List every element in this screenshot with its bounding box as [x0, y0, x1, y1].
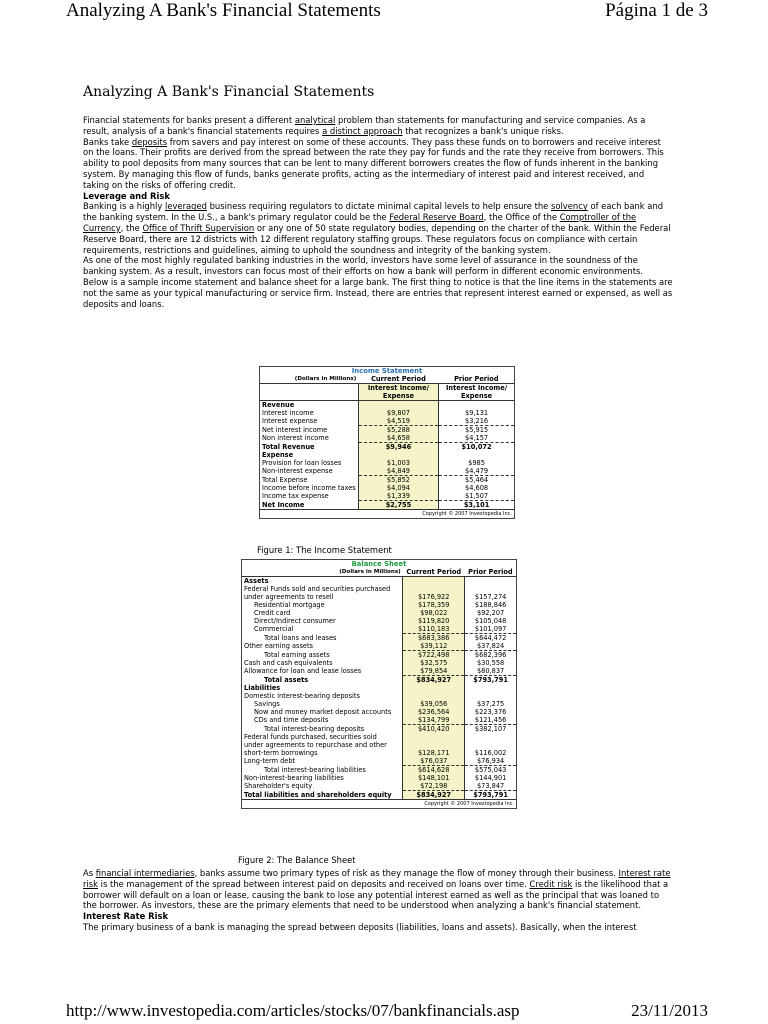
link-federal-reserve-board[interactable]: Federal Reserve Board [389, 212, 484, 223]
income-row-label: Provision for loan losses [260, 459, 358, 467]
balance-row-prior: $76,934 [476, 757, 505, 765]
income-row-current: $4,658 [358, 434, 438, 443]
balance-row [242, 749, 516, 757]
balance-row-label: Federal Funds sold and securities purchased [242, 585, 403, 593]
balance-row [242, 684, 516, 692]
balance-row-label: under agreements to resell [242, 593, 403, 601]
balance-row [242, 593, 516, 601]
income-row-label: Interest income [260, 409, 358, 417]
balance-row-current: $176,922 [403, 593, 465, 601]
balance-row-current: $76,037 [403, 757, 465, 766]
income-row-prior: $3,101 [439, 501, 514, 510]
balance-row-current: $178,359 [403, 601, 465, 609]
income-row-current: $5,852 [358, 476, 438, 485]
link-solvency[interactable]: solvency [550, 201, 588, 212]
income-row-current: $1,339 [358, 492, 438, 501]
income-row [260, 476, 514, 485]
balance-row [242, 667, 516, 676]
balance-row-current: $614,628 [403, 766, 465, 775]
balance-row-label: Total liabilities and shareholders equity [242, 791, 403, 800]
link-credit-risk[interactable]: Credit risk [529, 878, 573, 889]
income-row-current: $4,094 [358, 484, 438, 492]
balance-row [242, 791, 516, 800]
balance-row-label: CDs and time deposits [242, 716, 403, 725]
balance-row [242, 774, 516, 782]
income-col-prior: Prior Period [454, 375, 499, 383]
link-thrift-supervision[interactable]: Office of Thrift Supervision [142, 222, 255, 233]
income-row-prior: $3,216 [465, 417, 489, 425]
balance-row-prior [465, 692, 516, 700]
balance-row-label: Other earning assets [242, 642, 403, 651]
balance-row [242, 601, 516, 609]
balance-row-prior: $144,901 [474, 774, 507, 782]
balance-row-current [403, 577, 465, 586]
balance-row [242, 716, 516, 725]
balance-row [242, 651, 516, 660]
balance-row [242, 585, 516, 593]
income-row-prior: $985 [468, 459, 485, 467]
balance-row-label: Allowance for loan and lease losses [242, 667, 403, 676]
balance-row-prior [465, 684, 516, 692]
balance-row-label: Long-term debt [242, 757, 403, 766]
income-row-prior: $10,072 [439, 443, 514, 452]
income-row [260, 451, 514, 459]
income-row-label: Total Revenue [260, 443, 358, 452]
balance-row [242, 700, 516, 708]
balance-table-title: Balance Sheet [351, 560, 407, 568]
balance-row-current: $722,498 [403, 651, 465, 660]
income-row [260, 426, 514, 435]
balance-row-prior [465, 585, 516, 593]
intro-paragraph-2: Banks take deposits from savers and pay interest on some of these accounts. They pass these funds on to borrowers and receive interest on the loans. Their profits are derived from the spread between the rate they pay for funds and the rate they receive from borrowers. This ability to pool deposits from many sources that can be lent to many different borrowers creates the flow of funds inherent in the banking system. By managing this flow of funds, banks generate profits, acting as the intermediary of interest paid and interest received, and taking on the risks of offering credit. [83, 136, 664, 190]
balance-sheet-table [241, 559, 517, 809]
leverage-paragraph-1: Banking is a highly leveraged business requiring regulators to dictate minimal capital levels to help ensure the solvency of each bank and the banking system. In the U.S., a bank's primary regulator could be the Federal Reserve Board, the Office of the Comptroller of the Currency, the Office of Thrift Supervision or any one of 50 state regulatory bodies, depending on the charter of the bank. Within the Federal Reserve Board, there are 12 districts with 12 different regulatory staffing groups. These regulators focus on compliance with certain requirements, restrictions and guidelines, aiming to uphold the soundness and integrity of the banking system. [83, 201, 671, 255]
balance-row-current: $39,112 [403, 642, 465, 651]
income-row-prior: $4,157 [465, 434, 489, 442]
balance-row-label: Total interest-bearing liabilities [242, 766, 403, 775]
balance-row-label: Now and money market deposit accounts [242, 708, 403, 716]
balance-row-prior: $101,097 [474, 625, 507, 633]
balance-row-current: $72,198 [403, 782, 465, 791]
balance-row-label: Shareholder's equity [242, 782, 403, 791]
balance-row [242, 617, 516, 625]
balance-row-label: under agreements to repurchase and other [242, 741, 403, 749]
balance-row-current: $39,056 [403, 700, 465, 708]
balance-row [242, 642, 516, 651]
balance-row-current: $834,927 [403, 676, 465, 685]
balance-row-prior: $793,791 [465, 791, 516, 800]
income-row [260, 434, 514, 443]
income-row-prior: $5,464 [439, 476, 514, 485]
income-row-label: Non-interest expense [260, 467, 358, 476]
balance-row-current: $32,575 [403, 659, 465, 667]
balance-row-prior [465, 577, 516, 586]
income-row-label: Total Expense [260, 476, 358, 485]
income-row-current: $9,807 [358, 409, 438, 417]
income-row-label: Income tax expense [260, 492, 358, 501]
income-row-prior: $1,507 [465, 492, 489, 500]
income-row [260, 443, 514, 452]
balance-row-prior [465, 741, 516, 749]
balance-row [242, 692, 516, 700]
income-row-prior [439, 451, 514, 459]
page-header-title: Analyzing A Bank's Financial Statements [66, 0, 381, 21]
balance-row-current: $79,854 [403, 667, 465, 676]
income-row-current: $5,288 [358, 426, 438, 435]
balance-row-current [403, 741, 465, 749]
balance-row-prior: $793,791 [465, 676, 516, 685]
link-distinct-approach[interactable]: a distinct approach [322, 125, 403, 136]
risks-paragraph-2: The primary business of a bank is managing the spread between deposits (liabilities, loans and assets). Basically, when the interest [83, 921, 637, 932]
income-row-prior: $9,131 [465, 409, 489, 417]
balance-row [242, 634, 516, 643]
income-row-label: Net interest income [260, 426, 358, 435]
balance-row [242, 577, 516, 586]
balance-row [242, 659, 516, 667]
risks-section [83, 868, 673, 933]
balance-row-current: $134,799 [403, 716, 465, 725]
balance-row-prior: $37,824 [476, 642, 505, 650]
risks-paragraph-1: As financial intermediaries, banks assume two primary types of risk as they manage the flow of money through their business. Interest rate risk is the management of the spread between interest paid on deposits and received on loans over time. Credit risk is the likelihood that a borrower will default on a loan or lease, causing the bank to lose any potential interest earned as well as the principal that was loaned to the borrower. As investors, these are the primary elements that need to be understood when analyzing a bank's financial statement. [83, 868, 671, 911]
income-row-label: Net Income [260, 501, 358, 510]
balance-col-current: Current Period [406, 568, 462, 576]
interest-rate-risk-heading: Interest Rate Risk [83, 911, 169, 922]
balance-row-prior: $223,376 [474, 708, 507, 716]
balance-row-current [403, 733, 465, 741]
balance-row-prior: $644,472 [465, 634, 516, 643]
balance-row-label: Residential mortgage [242, 601, 403, 609]
balance-row-prior: $121,456 [474, 716, 507, 724]
balance-row-label: Liabilities [242, 684, 403, 692]
income-units: (Dollars in Millions) [294, 376, 357, 382]
balance-row-label: Total assets [242, 676, 403, 685]
intro-paragraph-1: Financial statements for banks present a different analytical problem than statements for manufacturing and service companies. As a result, analysis of a bank's financial statements requires a distinct approach that recognizes a bank's unique risks. [83, 115, 646, 136]
balance-row [242, 676, 516, 685]
balance-row-label: Direct/Indirect consumer [242, 617, 403, 625]
article-title: Analyzing A Bank's Financial Statements [83, 84, 375, 100]
balance-units: (Dollars in Millions) [339, 569, 401, 575]
balance-row-current: $236,564 [403, 708, 465, 716]
income-row-current: $4,519 [358, 417, 438, 426]
balance-row-current: $148,101 [403, 774, 465, 782]
balance-row-prior: $382,107 [465, 725, 516, 734]
balance-row-label: Total loans and leases [242, 634, 403, 643]
income-row [260, 492, 514, 501]
leverage-heading: Leverage and Risk [83, 190, 170, 201]
link-deposits[interactable]: deposits [131, 136, 168, 147]
income-row-label: Expense [260, 451, 358, 459]
income-sub-current: Interest Income/ Expense [358, 384, 438, 401]
balance-row-prior: $575,043 [465, 766, 516, 775]
income-table-title: Income Statement [351, 367, 423, 375]
balance-row-label: Domestic interest-bearing deposits [242, 692, 403, 700]
balance-row [242, 625, 516, 634]
income-col-current: Current Period [371, 375, 426, 383]
balance-row-label: Commercial [242, 625, 403, 634]
balance-row-prior: $116,002 [474, 749, 507, 757]
balance-row-prior: $105,048 [474, 617, 507, 625]
balance-row-label: short-term borrowings [242, 749, 403, 757]
balance-row-prior: $92,207 [476, 609, 505, 617]
balance-row-prior: $37,275 [476, 700, 505, 708]
balance-row [242, 757, 516, 766]
income-statement-table [259, 366, 515, 519]
income-sub-prior: Interest Income/ Expense [439, 384, 514, 401]
balance-row [242, 708, 516, 716]
balance-col-prior: Prior Period [468, 568, 513, 576]
balance-row-label: Total interest-bearing deposits [242, 725, 403, 734]
income-row-prior: $4,608 [465, 484, 489, 492]
intro-section [83, 115, 673, 309]
balance-row-current: $119,820 [403, 617, 465, 625]
balance-row-current [403, 684, 465, 692]
income-row-prior [439, 401, 514, 410]
income-row [260, 459, 514, 467]
balance-row-label: Total earning assets [242, 651, 403, 660]
income-row-label: Income before income taxes [260, 484, 358, 492]
balance-row [242, 609, 516, 617]
balance-row-label: Savings [242, 700, 403, 708]
balance-row-label: Cash and cash equivalents [242, 659, 403, 667]
link-financial-intermediaries[interactable]: financial intermediaries [95, 868, 195, 878]
balance-row [242, 782, 516, 791]
income-row [260, 501, 514, 510]
balance-row-current: $98,022 [403, 609, 465, 617]
balance-row-prior: $157,274 [474, 593, 507, 601]
link-comptroller[interactable]: Comptroller of the Currency [83, 212, 637, 233]
balance-row-label: Assets [242, 577, 403, 586]
balance-row-label: Federal funds purchased, securities sold [242, 733, 403, 741]
balance-row-current: $410,420 [403, 725, 465, 734]
balance-row-label: Non-interest-bearing liabilities [242, 774, 403, 782]
link-leveraged[interactable]: leveraged [165, 201, 207, 212]
income-row-label: Non interest income [260, 434, 358, 443]
balance-row [242, 766, 516, 775]
balance-row-label: Credit card [242, 609, 403, 617]
footer-url: http://www.investopedia.com/articles/stocks/07/bankfinancials.asp [66, 1001, 520, 1020]
balance-row-prior: $80,837 [476, 667, 505, 675]
balance-row-prior [465, 733, 516, 741]
income-row [260, 484, 514, 492]
link-analytical[interactable]: analytical [294, 115, 336, 125]
page-number: Página 1 de 3 [605, 0, 708, 21]
balance-copyright: Copyright © 2007 Investopedia Inc. [242, 800, 516, 809]
income-row-current [358, 401, 438, 410]
balance-row-current [403, 585, 465, 593]
income-row [260, 409, 514, 417]
balance-row [242, 725, 516, 734]
income-copyright: Copyright © 2007 Investopedia Inc. [260, 510, 514, 519]
balance-row [242, 741, 516, 749]
footer-date: 23/11/2013 [631, 1001, 708, 1020]
income-row-prior: $5,915 [439, 426, 514, 435]
income-row-current: $9,946 [358, 443, 438, 452]
balance-row-prior: $188,846 [474, 601, 507, 609]
income-row-current: $4,849 [358, 467, 438, 476]
income-row-current: $2,755 [358, 501, 438, 510]
balance-row-prior: $73,847 [476, 782, 505, 790]
income-row [260, 401, 514, 410]
income-caption: Figure 1: The Income Statement [257, 545, 392, 555]
income-row-label: Revenue [260, 401, 358, 410]
leverage-paragraph-3: Below is a sample income statement and balance sheet for a large bank. The first thing to notice is that the line items in the statements are not the same as your typical manufacturing or service firm. Instead, there are entries that represent interest earned or expensed, as well as deposits and loans. [83, 276, 673, 309]
balance-row-current: $128,171 [403, 749, 465, 757]
income-row-prior: $4,479 [465, 467, 489, 475]
income-row-label: Interest expense [260, 417, 358, 426]
income-row [260, 467, 514, 476]
balance-row-prior: $682,396 [465, 651, 516, 660]
balance-row-current: $683,386 [403, 634, 465, 643]
balance-caption: Figure 2: The Balance Sheet [238, 855, 356, 865]
link-interest-rate-risk[interactable]: Interest rate risk [83, 868, 671, 889]
income-row [260, 417, 514, 426]
balance-row-current: $110,183 [403, 625, 465, 634]
income-row-current: $1,003 [358, 459, 438, 467]
balance-row [242, 733, 516, 741]
balance-row-current: $834,927 [403, 791, 465, 800]
balance-row-prior: $30,558 [476, 659, 505, 667]
income-row-current [358, 451, 438, 459]
leverage-paragraph-2: As one of the most highly regulated banking industries in the world, investors have some level of assurance in the soundness of the banking system. As a result, investors can focus most of their efforts on how a bank will perform in different economic environments. [83, 255, 644, 277]
balance-row-current [403, 692, 465, 700]
